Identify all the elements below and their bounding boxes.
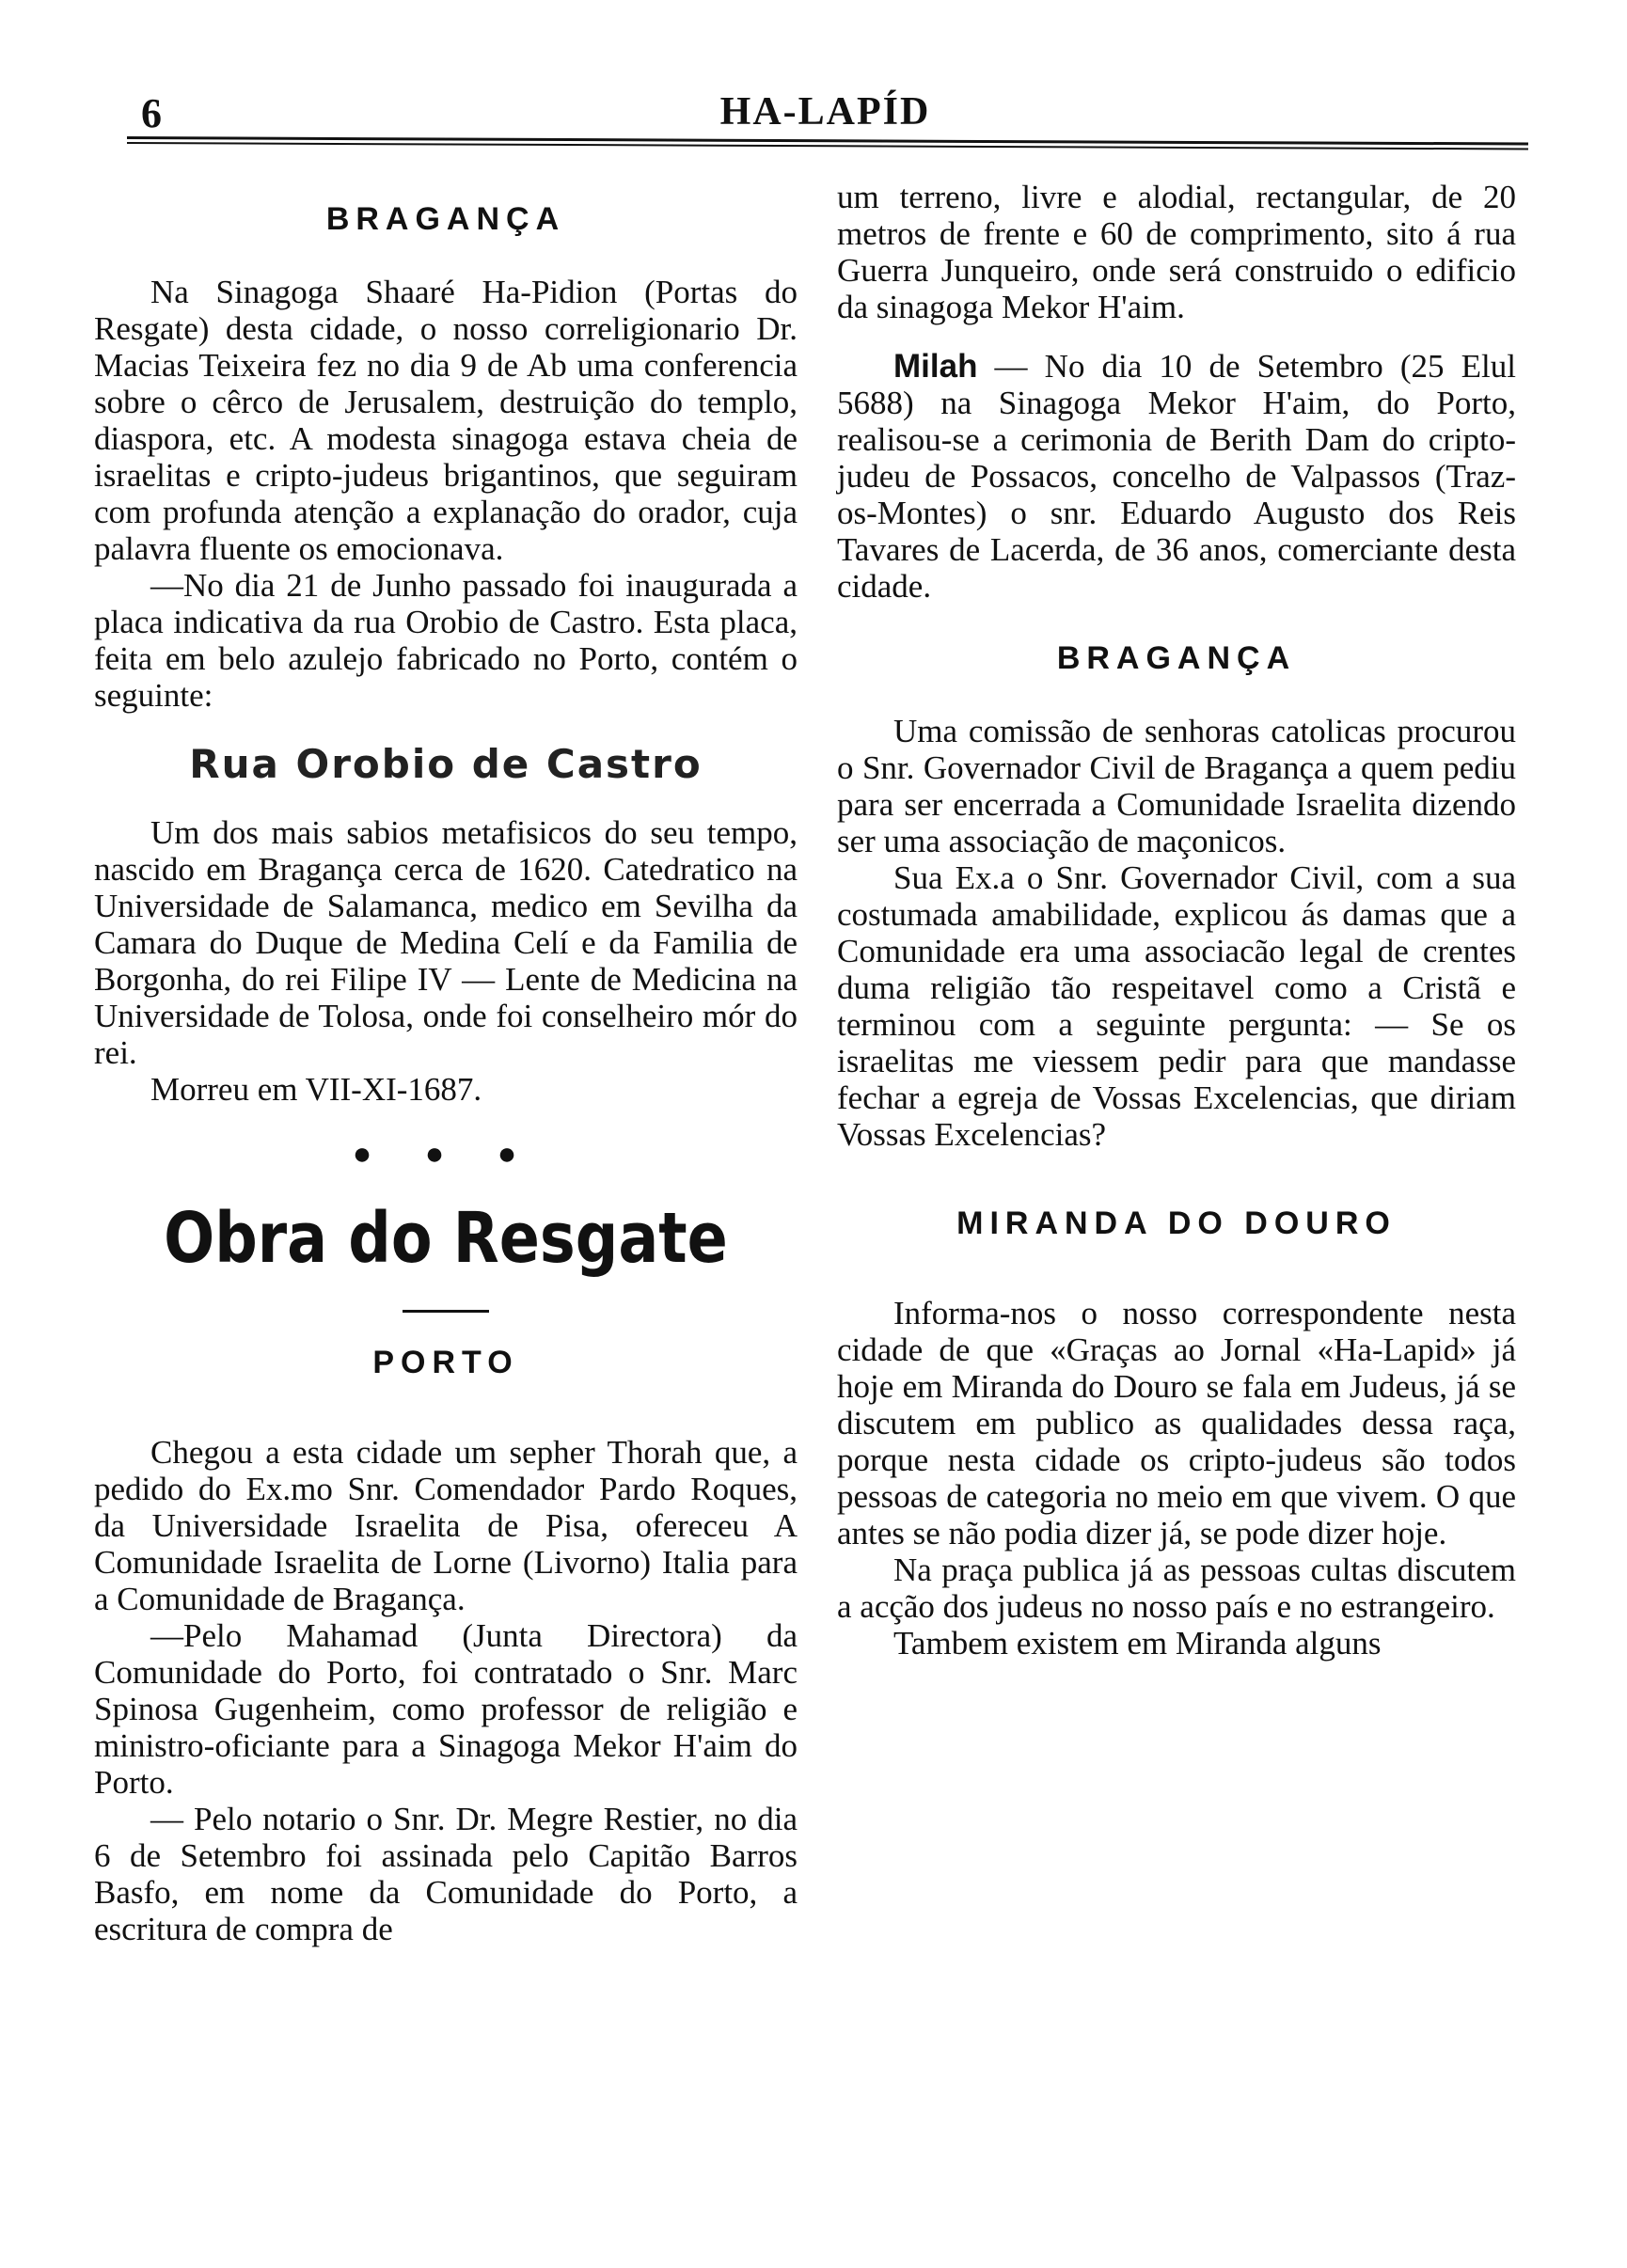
paragraph: um terreno, livre e alodial, rectangular, de 20 metros de frente e 60 de comprimento, sito á rua Guerra Junqueiro, onde será construido o edificio da sinagoga Mekor H'aim.	[837, 179, 1516, 325]
running-title: HA-LAPÍD	[719, 90, 931, 134]
paragraph: — Pelo notario o Snr. Dr. Megre Restier, no dia 6 de Setembro foi assinada pelo Capitão Barros Basfo, em nome da Comunidade do Porto, a escritura de compra de	[94, 1801, 798, 1947]
paragraph: Chegou a esta cidade um sepher Thorah que, a pedido do Ex.mo Snr. Comendador Pardo Roques, da Universidade Israelita de Pisa, ofereceu A Comunidade Israelita de Lorne (Livorno) Italia para a Comunidade de Bragança.	[94, 1434, 798, 1617]
paragraph: Na praça publica já as pessoas cultas discutem a acção dos judeus no nosso país e no estrangeiro.	[837, 1551, 1516, 1625]
paragraph: Sua Ex.a o Snr. Governador Civil, com a sua costumada amabilidade, explicou ás damas que a Comunidade era uma associacão legal de crentes duma religião tão respeitavel como a Cristã e terminou com a seguinte pergunta: — Se os israelitas me viessem pedir para que mandasse fechar a egreja de Vossas Excelencias, que diriam Vossas Excelencias?	[837, 859, 1516, 1153]
right-column	[837, 179, 1516, 1662]
article-title: Obra do Resgate	[164, 1198, 728, 1279]
section-heading-miranda: MIRANDA DO DOURO	[956, 1205, 1397, 1241]
section-heading-braganca: BRAGANÇA	[325, 201, 566, 237]
paragraph: —No dia 21 de Junho passado foi inaugurada a placa indicativa da rua Orobio de Castro. Esta placa, feita em belo azulejo fabricado no Porto, contém o seguinte:	[94, 567, 798, 714]
left-column	[94, 179, 798, 1947]
paragraph: —Pelo Mahamad (Junta Directora) da Comunidade do Porto, foi contratado o Snr. Marc Spinosa Gugenheim, como professor de religião e ministro-oficiante para a Sinagoga Mekor H'aim do Porto.	[94, 1617, 798, 1801]
page-header	[122, 89, 1528, 138]
paragraph: Informa-nos o nosso correspondente nesta cidade de que «Graças ao Jornal «Ha-Lapid» já hoje em Miranda do Douro se fala em Judeus, já se discutem em publico as qualidades dessa raça, porque nesta cidade os cripto-judeus são todos pessoas de categoria no meio em que vivem. O que antes se não podia dizer já, se pode dizer hoje.	[837, 1295, 1516, 1551]
paragraph-milah	[837, 348, 1516, 605]
paragraph: Morreu em VII-XI-1687.	[150, 1071, 482, 1108]
paragraph: Tambem existem em Miranda alguns	[893, 1625, 1382, 1662]
plaque-text: Rua Orobio de Castro	[189, 741, 703, 787]
divider-rule	[403, 1310, 489, 1313]
section-divider-dots: ● ● ●	[352, 1137, 540, 1172]
paragraph: Uma comissão de senhoras catolicas procurou o Snr. Governador Civil de Bragança a quem pediu para ser encerrada a Comunidade Israelita dizendo ser uma associação de maçonicos.	[837, 713, 1516, 859]
milah-lead: Milah	[893, 348, 978, 385]
page-number: 6	[141, 90, 162, 136]
milah-text: — No dia 10 de Setembro (25 Elul 5688) na Sinagoga Mekor H'aim, do Porto, realisou-se a cerimonia de Berith Dam do cripto-judeu de Possacos, concelho de Valpassos (Traz-os-Montes) o snr. Eduardo Augusto dos Reis Tavares de Lacerda, de 36 anos, comerciante desta cidade.	[837, 348, 1516, 605]
paragraph: Na Sinagoga Shaaré Ha-Pidion (Portas do Resgate) desta cidade, o nosso correligionario Dr. Macias Teixeira fez no dia 9 de Ab uma conferencia sobre o cêrco de Jerusalem, destruição do templo, diaspora, etc. A modesta sinagoga estava cheia de israelitas e cripto-judeus brigantinos, que seguiram com profunda atenção a explanação do orador, cuja palavra fluente os emocionava.	[94, 274, 798, 567]
section-heading-braganca-2: BRAGANÇA	[1056, 640, 1297, 676]
paragraph: Um dos mais sabios metafisicos do seu tempo, nascido em Bragança cerca de 1620. Catedratico na Universidade de Salamanca, medico em Sevilha da Camara do Duque de Medina Celí e da Familia de Borgonha, do rei Filipe IV — Lente de Medicina na Universidade de Tolosa, onde foi conselheiro mór do rei.	[94, 814, 798, 1071]
section-heading-porto: PORTO	[372, 1345, 519, 1380]
